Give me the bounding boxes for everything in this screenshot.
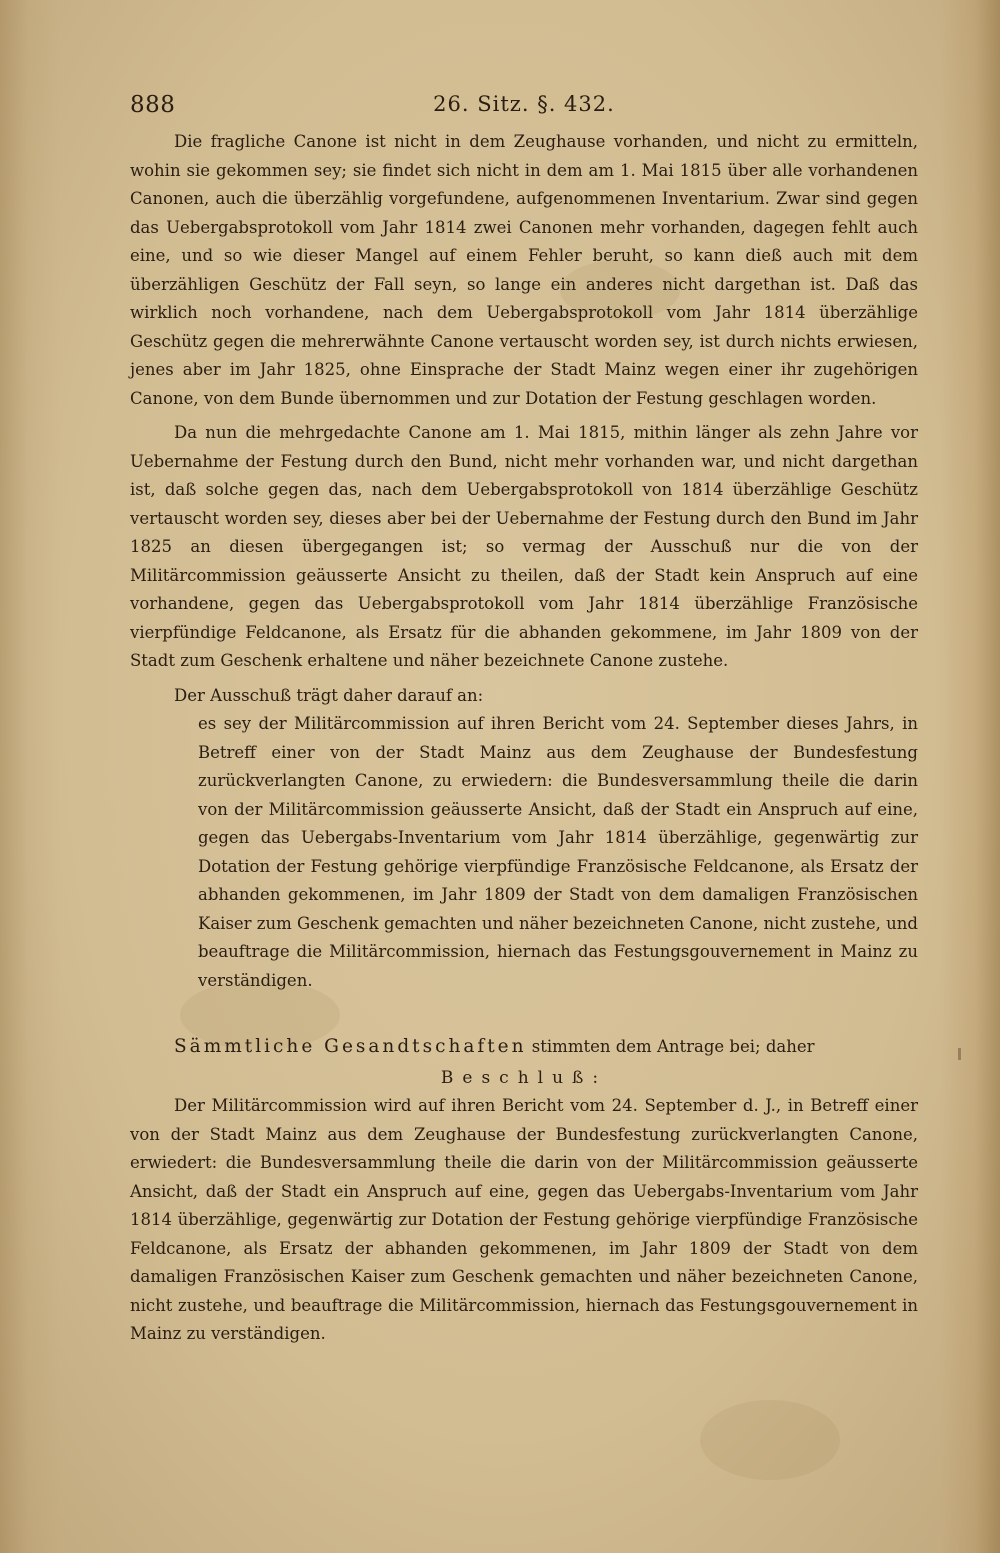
running-head: 26. Sitz. §. 432. xyxy=(433,92,615,116)
page-header xyxy=(130,92,918,124)
page-body xyxy=(130,128,918,1349)
page-number: 888 xyxy=(130,92,176,118)
resolution-heading: Beschluß: xyxy=(440,1067,608,1088)
vote-text: stimmten dem Antrage bei; daher xyxy=(531,1037,815,1056)
paragraph-committee-view: Da nun die mehrgedachte Canone am 1. Mai 1815, mithin länger als zehn Jahre vor Uebernahme der Festung durch den Bund, nicht mehr vorhanden war, und nicht dargethan ist, daß solche gegen das, nach dem Uebergabsprotokoll von 1814 überzählige Geschütz vertauscht worden sey, dieses aber bei der Uebernahme der Festung durch den Bund im Jahr 1825 an diesen übergegangen ist; so vermag der Ausschuß nur die von der Militärcommission geäusserte Ansicht zu theilen, daß der Stadt kein Anspruch auf eine vorhandene, gegen das Uebergabsprotokoll vom Jahr 1814 überzählige Französische vierpfündige Feldcanone, als Ersatz für die abhanden gekommene, im Jahr 1809 von der Stadt zum Geschenk erhaltene und näher bezeichnete Canone zustehe. xyxy=(130,423,918,670)
paragraph-motion-intro: Der Ausschuß trägt daher darauf an: xyxy=(174,685,484,705)
paragraph-vote xyxy=(130,1033,918,1062)
paragraph-motion-text: es sey der Militärcommission auf ihren Bericht vom 24. September dieses Jahrs, in Betreff einer von der Stadt Mainz aus dem Zeughause der Bundesfestung zurückverlangten Canone, zu erwiedern: die Bundesversammlung theile die darin von der Militärcommission geäusserte Ansicht, daß der Stadt ein Anspruch auf eine, gegen das Uebergabs-Inventarium vom Jahr 1814 überzählige, gegenwärtig zur Dotation der Festung gehörige vierpfündige Französische Feldcanone, als Ersatz der abhanden gekommenen, im Jahr 1809 der Stadt von dem damaligen Französischen Kaiser zum Geschenk gemachten und näher bezeichneten Canone, nicht zustehe, und beauftrage die Militärcommission, hiernach das Festungsgouvernement in Mainz zu verständigen. xyxy=(198,714,918,990)
delegations-heading: Sämmtliche Gesandtschaften xyxy=(174,1036,527,1057)
ink-speck xyxy=(958,1048,961,1060)
paragraph-canone-findings: Die fragliche Canone ist nicht in dem Zeughause vorhanden, und nicht zu ermitteln, wohin sie gekommen sey; sie findet sich nicht in dem am 1. Mai 1815 über alle vorhandenen Canonen, auch die überzählig vorgefundene, aufgenommenen Inventarium. Zwar sind gegen das Uebergabsprotokoll vom Jahr 1814 zwei Canonen mehr vorhanden, dagegen fehlt auch eine, und so wie dieser Mangel auf einem Fehler beruht, so kann dieß auch mit dem überzähligen Geschütz der Fall seyn, so lange ein anderes nicht dargethan ist. Daß das wirklich noch vorhandene, nach dem Uebergabsprotokoll vom Jahr 1814 überzählige Geschütz gegen die mehrerwähnte Canone vertauscht worden sey, ist durch nichts erwiesen, jenes aber im Jahr 1825, ohne Einsprache der Stadt Mainz wegen einer ihr zugehörigen Canone, von dem Bunde übernommen und zur Dotation der Festung geschlagen worden. xyxy=(130,132,918,408)
paper-stain xyxy=(700,1400,840,1480)
paragraph-resolution: Der Militärcommission wird auf ihren Bericht vom 24. September d. J., in Betreff einer von der Stadt Mainz aus dem Zeughause der Bundesfestung zurückverlangten Canone, erwiedert: die Bundesversammlung theile die darin von der Militärcommission geäusserte Ansicht, daß der Stadt ein Anspruch auf eine, gegen das Uebergabs-Inventarium vom Jahr 1814 überzählige, gegenwärtig zur Dotation der Festung gehörige vierpfündige Französische Feldcanone, als Ersatz der abhanden gekommenen, im Jahr 1809 der Stadt von dem damaligen Französischen Kaiser zum Geschenk gemachten und näher bezeichneten Canone, nicht zustehe, und beauftrage die Militärcommission, hiernach das Festungsgouvernement in Mainz zu verständigen. xyxy=(130,1096,918,1343)
